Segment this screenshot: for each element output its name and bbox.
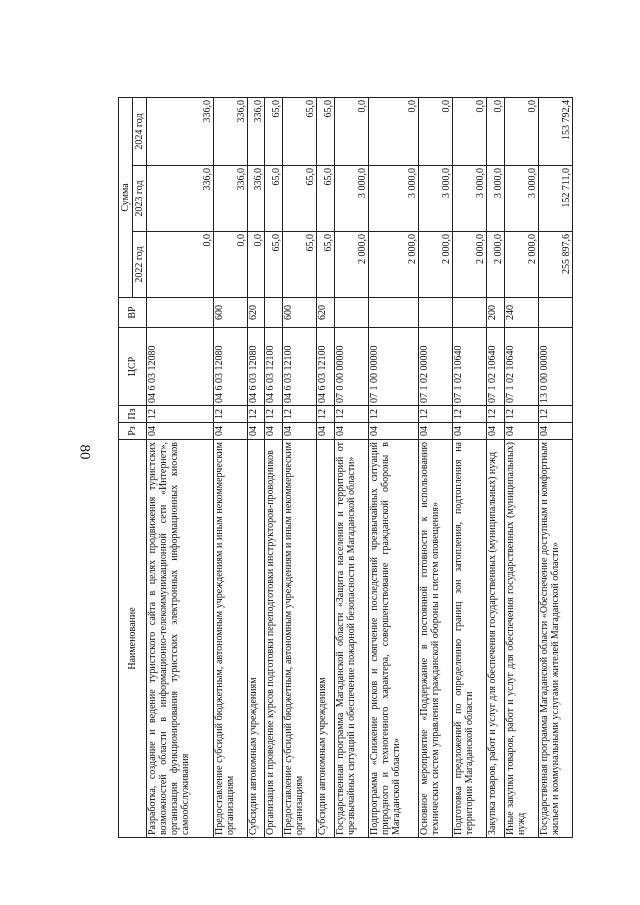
table-row: [334, 98, 368, 838]
row-vr: [147, 298, 214, 328]
row-rz: 04: [334, 423, 368, 440]
row-2024: 336,0: [247, 98, 265, 166]
header-rz: Рз: [119, 423, 147, 440]
row-rz: 04: [538, 423, 572, 440]
row-vr: 600: [283, 298, 317, 328]
row-vr: 240: [504, 298, 538, 328]
row-vr: [419, 298, 453, 328]
row-csr: 07 0 00 00000: [334, 328, 368, 406]
row-rz: 04: [147, 423, 214, 440]
row-vr: [368, 298, 418, 328]
row-pz: 12: [317, 406, 335, 423]
row-name: Основное мероприятие «Поддержание в постоянной готовности к использованию технических систем управления гражданской обороны и систем оповещения»: [419, 440, 453, 838]
row-2022: 0,0: [147, 232, 214, 298]
row-rz: 04: [368, 423, 418, 440]
table-row: [317, 98, 335, 838]
row-rz: 04: [247, 423, 265, 440]
row-name: Субсидии автономным учреждениям: [247, 440, 265, 838]
row-2022: 0,0: [213, 232, 247, 298]
row-2022: 2 000,0: [419, 232, 453, 298]
row-name: Разработка, создание и ведение туристского сайта в целях продвижения туристских возможностей области в информационно-телекоммуникационной сети «Интернет», организация функционирования туристских электронных информационных киосков самообслуживания: [147, 440, 214, 838]
row-2024: 336,0: [147, 98, 214, 166]
row-pz: 12: [368, 406, 418, 423]
row-2023: 3 000,0: [504, 166, 538, 232]
row-rz: 04: [487, 423, 505, 440]
row-csr: 07 1 02 00000: [419, 328, 453, 406]
header-2023: 2023 год: [133, 166, 147, 232]
table-row: [487, 98, 505, 838]
row-2022: 255 897,6: [538, 232, 572, 298]
row-2023: 336,0: [213, 166, 247, 232]
row-rz: 04: [213, 423, 247, 440]
row-name: Предоставление субсидий бюджетным, автономным учреждениям и иным некоммерческим организациям: [213, 440, 247, 838]
row-vr: [265, 298, 283, 328]
page-number: 80: [76, 444, 93, 460]
row-csr: 13 0 00 00000: [538, 328, 572, 406]
row-csr: 04 6 03 12080: [213, 328, 247, 406]
row-pz: 12: [487, 406, 505, 423]
header-vr: ВР: [119, 298, 147, 328]
header-csr: ЦСР: [119, 328, 147, 406]
row-2023: 3 000,0: [334, 166, 368, 232]
row-2023: 65,0: [317, 166, 335, 232]
row-2023: 3 000,0: [419, 166, 453, 232]
row-name: Государственная программа Магаданской области «Обеспечение доступным и комфортным жильем и коммунальными услугами жителей Магаданской области»: [538, 440, 572, 838]
row-2022: 2 000,0: [368, 232, 418, 298]
header-sum: Сумма: [119, 98, 133, 298]
row-2022: 2 000,0: [487, 232, 505, 298]
row-2024: 0,0: [487, 98, 505, 166]
header-2024: 2024 год: [133, 98, 147, 166]
row-pz: 12: [147, 406, 214, 423]
row-2024: 0,0: [504, 98, 538, 166]
row-name: Закупка товаров, работ и услуг для обеспечения государственных (муниципальных) нужд: [487, 440, 505, 838]
row-csr: 07 1 02 10640: [487, 328, 505, 406]
row-2022: 65,0: [265, 232, 283, 298]
row-name: Иные закупки товаров, работ и услуг для обеспечения государственных (муниципальных) нужд: [504, 440, 538, 838]
row-name: Подготовка предложений по определению границ зон затопления, подтопления на территории Магаданской области: [453, 440, 487, 838]
budget-table-rotated: [118, 98, 573, 838]
row-name: Государственная программа Магаданской области «Защита населения и территорий от чрезвычайных ситуаций и обеспечение пожарной безопасности в Магаданской области»: [334, 440, 368, 838]
row-csr: 07 1 02 10640: [453, 328, 487, 406]
row-2022: 2 000,0: [453, 232, 487, 298]
row-2024: 0,0: [419, 98, 453, 166]
row-pz: 12: [265, 406, 283, 423]
row-2022: 65,0: [283, 232, 317, 298]
row-vr: 200: [487, 298, 505, 328]
header-2022: 2022 год: [133, 232, 147, 298]
table-row: [265, 98, 283, 838]
row-2023: 3 000,0: [368, 166, 418, 232]
row-rz: 04: [504, 423, 538, 440]
row-pz: 12: [334, 406, 368, 423]
row-pz: 12: [453, 406, 487, 423]
table-row: [419, 98, 453, 838]
header-pz: Пз: [119, 406, 147, 423]
row-2024: 0,0: [453, 98, 487, 166]
row-2024: 153 792,4: [538, 98, 572, 166]
row-name: Организация и проведение курсов подготовки переподготовки инструкторов-проводников: [265, 440, 283, 838]
row-csr: 04 6 03 12100: [317, 328, 335, 406]
row-pz: 12: [247, 406, 265, 423]
row-csr: 04 6 03 12080: [147, 328, 214, 406]
row-csr: 07 1 00 00000: [368, 328, 418, 406]
row-2023: 3 000,0: [487, 166, 505, 232]
row-rz: 04: [283, 423, 317, 440]
row-2022: 2 000,0: [334, 232, 368, 298]
row-rz: 04: [265, 423, 283, 440]
row-vr: [453, 298, 487, 328]
row-vr: 620: [317, 298, 335, 328]
row-vr: 620: [247, 298, 265, 328]
row-vr: 600: [213, 298, 247, 328]
row-2024: 0,0: [368, 98, 418, 166]
row-name: Субсидии автономным учреждениям: [317, 440, 335, 838]
row-2023: 65,0: [283, 166, 317, 232]
row-2023: 336,0: [147, 166, 214, 232]
row-2024: 336,0: [213, 98, 247, 166]
row-rz: 04: [419, 423, 453, 440]
header-name: Наименование: [119, 440, 147, 838]
row-2024: 0,0: [334, 98, 368, 166]
table-row: [368, 98, 418, 838]
table-row: [453, 98, 487, 838]
row-2022: 0,0: [247, 232, 265, 298]
table-row: [147, 98, 214, 838]
budget-table: [118, 97, 573, 838]
row-2023: 65,0: [265, 166, 283, 232]
row-rz: 04: [453, 423, 487, 440]
row-2022: 65,0: [317, 232, 335, 298]
row-pz: 12: [213, 406, 247, 423]
row-2024: 65,0: [265, 98, 283, 166]
row-name: Подпрограмма «Снижение рисков и смягчение последствий чрезвычайных ситуаций природного и техногенного характера, совершенствование гражданской обороны в Магаданской области»: [368, 440, 418, 838]
row-2023: 152 711,0: [538, 166, 572, 232]
table-row: [213, 98, 247, 838]
row-pz: 12: [504, 406, 538, 423]
row-csr: 04 6 03 12100: [265, 328, 283, 406]
row-vr: [538, 298, 572, 328]
table-row: [538, 98, 572, 838]
row-2024: 65,0: [283, 98, 317, 166]
table-row: [504, 98, 538, 838]
row-pz: 12: [419, 406, 453, 423]
row-pz: 12: [283, 406, 317, 423]
row-2023: 3 000,0: [453, 166, 487, 232]
row-2022: 2 000,0: [504, 232, 538, 298]
table-row: [247, 98, 265, 838]
row-name: Предоставление субсидий бюджетным, автономным учреждениям и иным некоммерческим организациям: [283, 440, 317, 838]
row-pz: 12: [538, 406, 572, 423]
row-csr: 04 6 03 12080: [247, 328, 265, 406]
row-rz: 04: [317, 423, 335, 440]
table-row: [283, 98, 317, 838]
row-2023: 336,0: [247, 166, 265, 232]
row-csr: 07 1 02 10640: [504, 328, 538, 406]
row-vr: [334, 298, 368, 328]
table-body: [147, 98, 573, 838]
row-2024: 65,0: [317, 98, 335, 166]
row-csr: 04 6 03 12100: [283, 328, 317, 406]
